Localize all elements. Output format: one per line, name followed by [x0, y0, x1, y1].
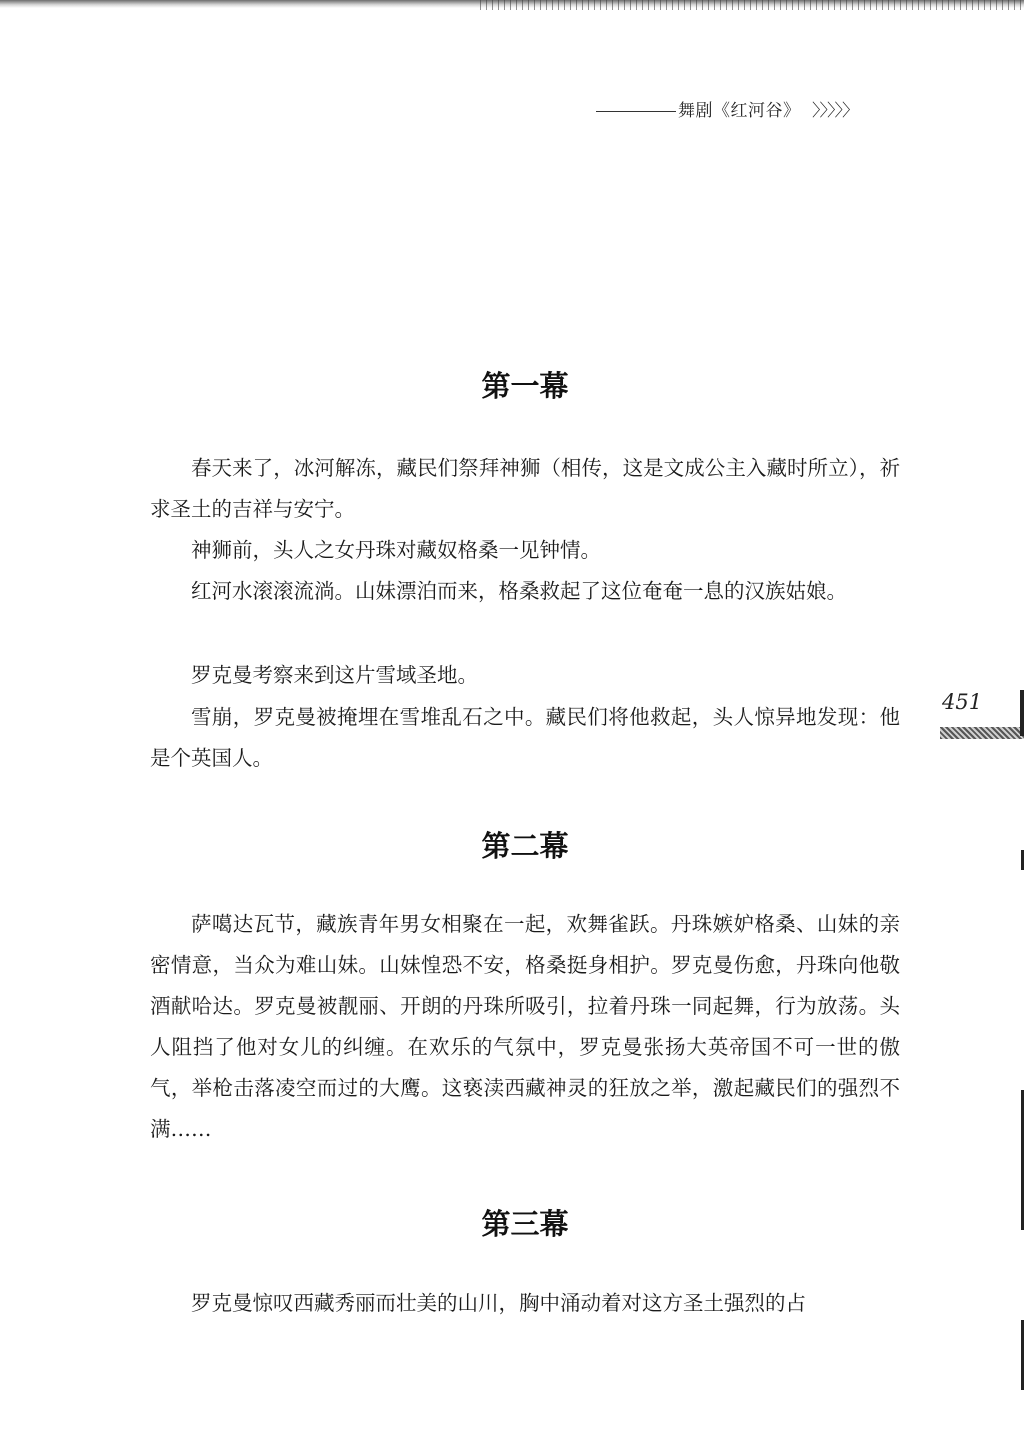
page-number: 451: [942, 690, 983, 714]
act-1-paragraph-2: 神狮前，头人之女丹珠对藏奴格桑一见钟情。: [191, 538, 601, 562]
act-1-paragraph-4: 罗克曼考察来到这片雪域圣地。: [191, 663, 478, 687]
act-2-paragraph-1: 萨噶达瓦节，藏族青年男女相聚在一起，欢舞雀跃。丹珠嫉妒格桑、山妹的亲密情意，当众为难山妹。山妹惶恐不安，格桑挺身相护。罗克曼伤愈，丹珠向他敬酒献哈达。罗克曼被靓丽、开朗的丹珠所吸引，拉着丹珠一同起舞，行为放荡。头人阻挡了他对女儿的纠缠。在欢乐的气氛中，罗克曼张扬大英帝国不可一世的傲气，举枪击落凌空而过的大鹰。这亵渎西藏神灵的狂放之举，激起藏民们的强烈不满……: [150, 912, 900, 1141]
edge-mark: [1020, 690, 1024, 736]
act-1-paragraph-1: 春天来了，冰河解冻，藏民们祭拜神狮（相传，这是文成公主入藏时所立），祈求圣土的吉祥与安宁。: [150, 456, 900, 521]
header-rule: [596, 111, 676, 112]
running-header: [596, 96, 858, 121]
page-tab-marker: [940, 727, 1024, 739]
act-2-title: 第二幕: [481, 829, 569, 863]
act-3-title: 第三幕: [481, 1207, 569, 1241]
header-title: 舞剧《红河谷》: [678, 101, 792, 121]
act-1-paragraph-3: 红河水滚滚流淌。山妹漂泊而来，格桑救起了这位奄奄一息的汉族姑娘。: [191, 579, 847, 603]
header-chevrons: 〉〉〉〉〉: [812, 101, 858, 121]
scan-edge-marks: [480, 0, 1024, 10]
act-3-paragraph-1: 罗克曼惊叹西藏秀丽而壮美的山川，胸中涌动着对这方圣土强烈的占: [191, 1291, 806, 1315]
act-1-paragraph-5: 雪崩，罗克曼被掩埋在雪堆乱石之中。藏民们将他救起，头人惊异地发现：他是个英国人。: [150, 705, 900, 770]
act-1-title: 第一幕: [481, 369, 569, 403]
